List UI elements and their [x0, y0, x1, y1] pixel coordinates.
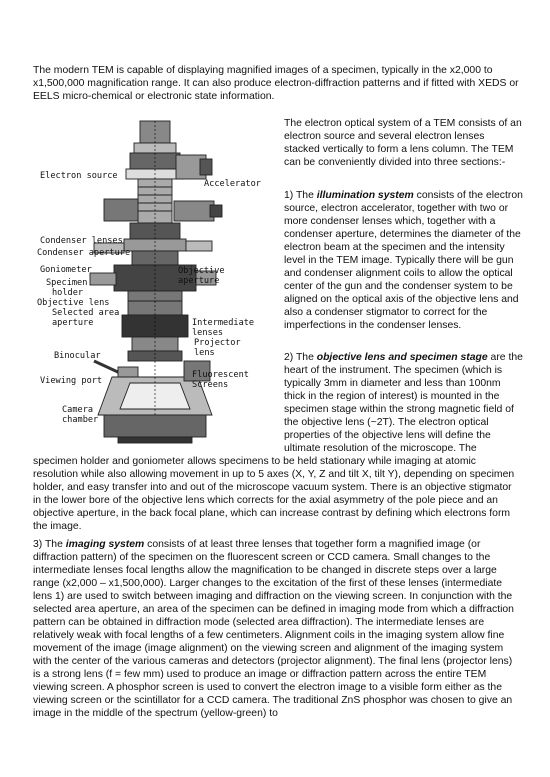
label-accelerator: Accelerator — [204, 179, 261, 189]
optical-system-paragraph: The electron optical system of a TEM consists of an electron source and several electron lenses stacked vertically to form a lens column. The TEM can be conveniently divided into three sections:- — [284, 118, 522, 168]
label-specimen-holder-2: holder — [52, 288, 84, 298]
label-condenser-lenses: Condenser lenses — [40, 236, 123, 246]
label-specimen-holder-1: Specimen — [46, 278, 88, 288]
label-projector-2: lens — [194, 348, 215, 358]
label-projector-1: Projector — [194, 338, 241, 348]
label-selected-area-2: aperture — [52, 318, 94, 328]
objective-lens-term: objective lens and specimen stage — [316, 352, 488, 363]
tem-column-figure — [34, 115, 280, 445]
imaging-system-paragraph — [33, 538, 522, 720]
label-viewing-port: Viewing port — [40, 376, 103, 386]
label-objective-aperture-1: Objective — [178, 266, 225, 276]
section-3-text: consists of at least three lenses that together form a magnified image (or diffraction pattern) of the specimen on the fluorescent screen or CCD camera. Small changes to the intermediate lenses focal lengths allow the magnification to be changed in discrete steps over a large range (x2,000 – x1,500,000). Larger changes to the excitation of the first of these lenses (intermediate lens 1) are used to switch between imaging and diffraction on the viewing screen. In conjunction with the selected area aperture, an area of the specimen can be defined in imaging mode from which a diffraction pattern can be obtained in diffraction mode (selected area diffraction). The intermediate lenses are relatively weak with focal lengths of a few centimeters. Alignment coils in the imaging system allow fine movement of the image (image alignment) on the viewing screen and alignment of the imaging system with the center of the various cameras and detectors (projector alignment). The final lens (projector lens) is a strong lens (f = few mm) used to produce an image or diffraction pattern across the entire TEM viewing screen. A phosphor screen is used to convert the electron image to a visible form either as the viewing screen or the scintillator for a CCD camera. The traditional ZnS phosphor was chosen to give an image in the middle of the spectrum (yellow-green) to — [33, 539, 514, 719]
section-1-text: consists of the electron source, electron accelerator, together with two or more condenser lenses which, together with a condenser aperture, determines the diameter of the electron beam at the specimen and the intensity level in the TEM image. Typically there will be gun and condenser alignment coils to allow the optical center of the gun and the condenser system to be aligned on the optical axis of the objective lens and also a condenser stigmator to correct for the imperfections in the condenser lenses. — [284, 190, 523, 331]
label-objective-lens: Objective lens — [37, 298, 110, 308]
objective-lens-paragraph — [284, 351, 523, 455]
section-1-number: 1) The — [284, 190, 317, 201]
section-2-number: 2) The — [284, 352, 317, 363]
imaging-system-term: imaging system — [65, 539, 145, 550]
label-camera-chamber-1: Camera — [62, 405, 94, 415]
label-fluorescent-2: Screens — [192, 380, 229, 390]
illumination-system-term: illumination system — [316, 190, 414, 201]
label-electron-source: Electron source — [40, 171, 118, 181]
label-camera-chamber-2: chamber — [62, 415, 99, 425]
section-2-text-a: are the heart of the instrument. The specimen (which is typically 3mm in diameter and less than 100nm thick in the region of interest) is mounted in the specimen stage within the strong magnetic field of the objective lens (~2T). The electron optical properties of the objective lens will define the ultimate resolution of the microscope. The — [284, 352, 523, 454]
label-selected-area-1: Selected area — [52, 308, 120, 318]
intro-paragraph: The modern TEM is capable of displaying magnified images of a specimen, typically in the x2,000 to x1,500,000 magnification range. It can also produce electron-diffraction patterns and if fitted with XEDS or EELS micro-chemical or electronic state information. — [33, 65, 519, 102]
label-intermediate-1: Intermediate — [192, 318, 255, 328]
label-binocular: Binocular — [54, 351, 101, 361]
label-intermediate-2: lenses — [192, 328, 224, 338]
illumination-system-paragraph — [284, 189, 523, 332]
label-fluorescent-1: Fluorescent — [192, 370, 249, 380]
label-condenser-aperture: Condenser aperture — [37, 248, 131, 258]
section-3-number: 3) The — [33, 539, 66, 550]
objective-lens-continuation: specimen holder and goniometer allows specimens to be held stationary while imaging at atomic resolution while also allowing movement in up to 5 axes (X, Y, Z and tilt X, tilt Y), depending on specimen holder, and easy transfer into and out of the microscope vacuum system. There is an objective stigmator in the lower bore of the objective lens which corrects for the axial asymmetry of the pole piece and an objective aperture, in the back focal plane, which can increase contrast by defining which electrons form the image. — [33, 456, 515, 532]
label-goniometer: Goniometer — [40, 265, 92, 275]
label-objective-aperture-2: aperture — [178, 276, 220, 286]
